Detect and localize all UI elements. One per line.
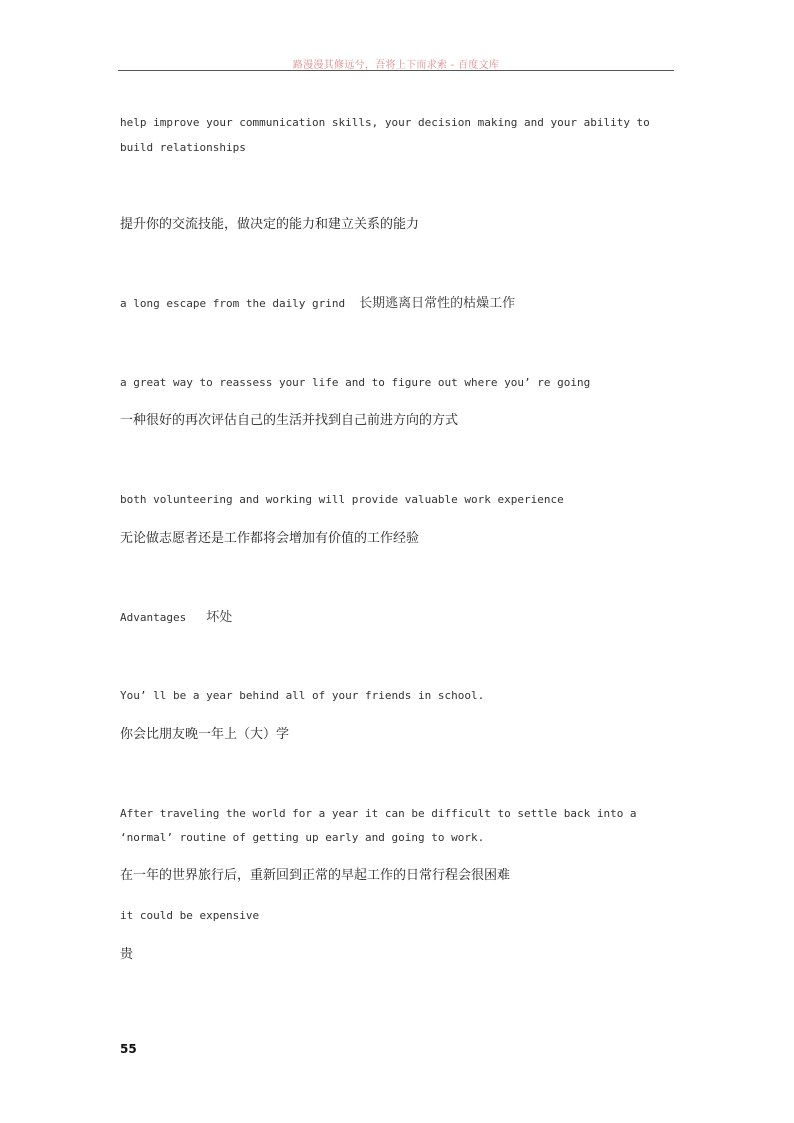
header-rule: [118, 70, 674, 71]
text-line: help improve your communication skills, your decision making and your ability to: [120, 116, 650, 129]
text-line: a great way to reassess your life and to figure out where you’ re going: [120, 376, 591, 389]
text-line: 提升你的交流技能，做决定的能力和建立关系的能力: [120, 217, 420, 232]
text-line: 贵: [120, 947, 134, 962]
text-line: After traveling the world for a year it can be difficult to settle back into a: [120, 807, 637, 820]
section-heading: [120, 611, 232, 624]
text-line: ‘normal’ routine of getting up early and going to work.: [120, 831, 485, 844]
text-line: both volunteering and working will provide valuable work experience: [120, 493, 564, 506]
heading-zh: 坏处: [206, 610, 233, 625]
page-header: 路漫漫其修远兮，吾将上下而求索 - 百度文库: [292, 60, 500, 71]
text-line: it could be expensive: [120, 909, 260, 922]
text-line: 一种很好的再次评估自己的生活并找到自己前进方向的方式: [120, 413, 459, 428]
text-line: [120, 297, 515, 310]
text-line: 你会比朋友晚一年上（大）学: [120, 727, 290, 742]
text-line: build relationships: [120, 141, 246, 154]
text-line: 无论做志愿者还是工作都将会增加有价值的工作经验: [120, 531, 420, 546]
text-zh: 长期逃离日常性的枯燥工作: [359, 296, 516, 311]
heading-en: Advantages: [120, 611, 187, 624]
text-line: You’ ll be a year behind all of your friends in school.: [120, 689, 485, 702]
text-line: 在一年的世界旅行后，重新回到正常的早起工作的日常行程会很困难: [120, 868, 511, 883]
text-en: a long escape from the daily grind: [120, 297, 346, 310]
page-number: 55: [120, 1042, 137, 1056]
